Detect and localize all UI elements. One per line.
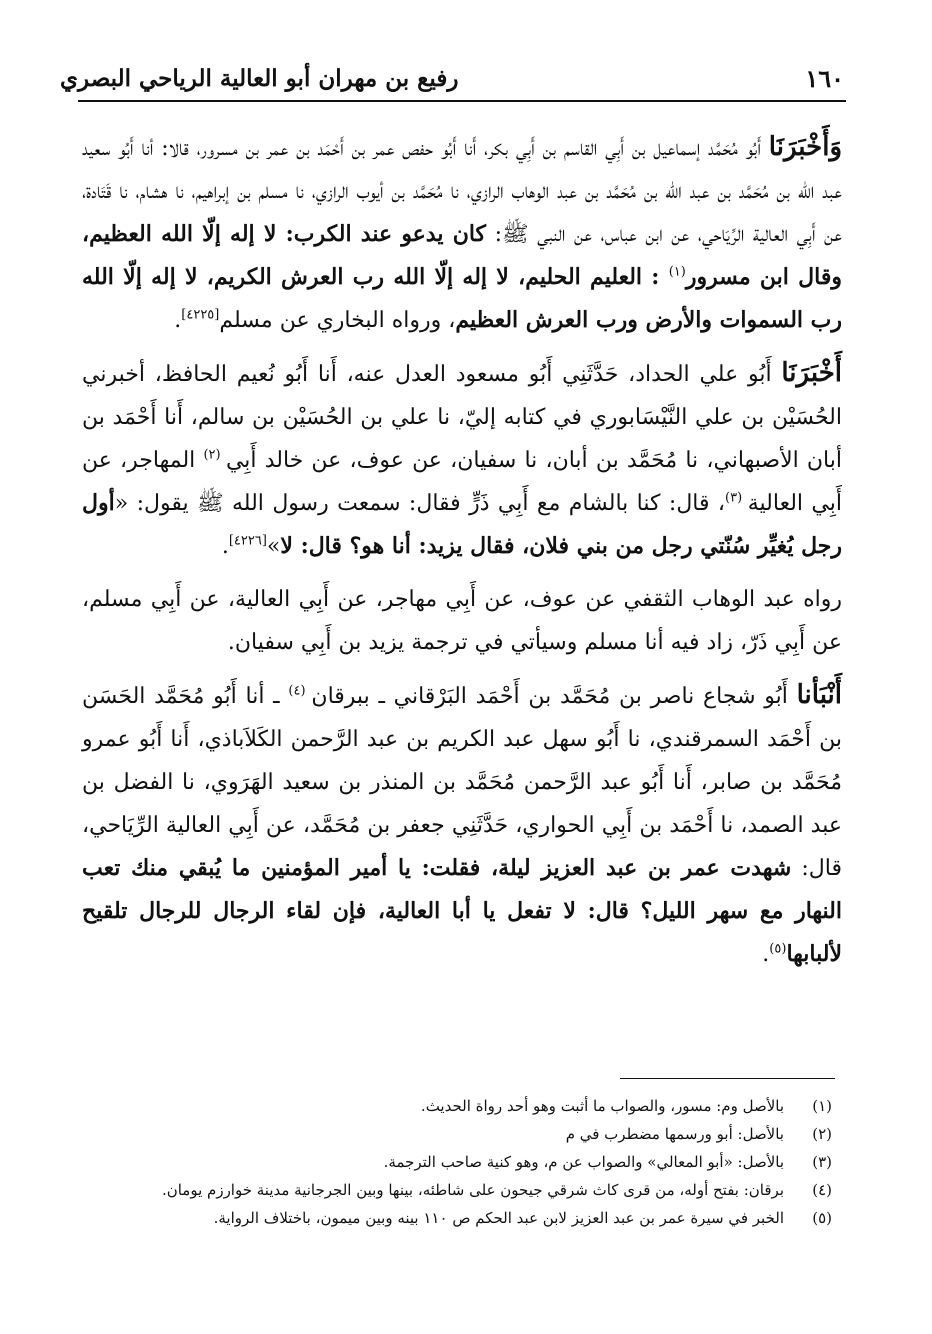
- footnote-number: (٤): [812, 1181, 832, 1199]
- isnad-text: ـ أنا أَبُو مُحَمَّد الحَسَن بن أَحْمَد السمرقندي، نا أَبُو سهل عبد الكريم بن عبد الرَّحمن الكَلاَباذي، أَنا أَبُو عمرو مُحَمَّد بن صابر، أَنا أَبُو عبد الرَّحمن مُحَمَّد بن المنذر بن سعيد الهَرَوي، نا الفضل بن عبد الصمد، نا أَحْمَد بن أَبِي الحواري، حَدَّثَنِي جعفر بن مُحَمَّد، عن أَبِي العالية الرِّيَاحي، قال:: [82, 684, 842, 881]
- footnote-number: (١): [812, 1097, 832, 1115]
- reference-marker: (١): [668, 264, 686, 280]
- footnote-number: (٢): [812, 1125, 832, 1143]
- hadith-text: : العليم الحليم، لا إله إلّا الله رب العرش الكريم، لا إله إلّا الله رب السموات والأرض ورب العرش العظيم: [82, 264, 842, 333]
- hadith-text: شهدت عمر بن عبد العزيز ليلة، فقلت: يا أمير المؤمنين ما يُبقي منك تعب النهار مع سهر الليل؟ قال: لا تفعل يا أبا العالية، فإن لقاء الرجال للرجال تلقيح لألبابها: [82, 855, 842, 967]
- paragraph-lead: أَخْبَرَنَا: [781, 358, 842, 388]
- reference-marker: (٣): [725, 490, 748, 506]
- header-rule: [78, 100, 846, 102]
- footnote: [100, 1176, 832, 1204]
- paragraph-lead: وَأَخْبَرَنَا: [768, 132, 842, 162]
- footnote-text: برقان: بفتح أوله، من قرى كاث شرقي جيحون على شاطئه، بينها وبين الجرجانية مدينة خوارزم يومان.: [161, 1181, 784, 1199]
- footnote: [100, 1148, 832, 1176]
- isnad-text: .: [174, 308, 182, 333]
- paragraph: [82, 578, 842, 664]
- footnotes: [100, 1092, 832, 1232]
- reference-marker: (٢): [203, 447, 226, 463]
- isnad-text: المهاجر، عن أَبِي العالية: [82, 448, 842, 516]
- footnote-number: (٥): [812, 1209, 832, 1227]
- isnad-text: .: [762, 942, 770, 967]
- footnote-text: بالأصل: «أبو المعالي» والصواب عن م، وهو كنية صاحب الترجمة.: [383, 1153, 784, 1171]
- footnote-rule: [620, 1078, 835, 1079]
- main-text: [82, 126, 842, 986]
- page-number: ١٦٠: [805, 63, 844, 93]
- reference-marker: [٤٢٢٥]: [181, 307, 220, 323]
- footnote-number: (٣): [812, 1153, 832, 1171]
- isnad-text: أَبُو مُحَمَّد إسماعيل بن أَبِي القاسم بن أَبِي بكر، أَنا أَبُو حفص عمر بن أَحْمَد بن عمر بن مسرور، قالا: أنا أَبُو سعيد عبد اللّه بن مُحَمَّد بن عبد اللّه بن مُحَمَّد بن عبد الوهاب الرازي، نا مُحَمَّد بن أيوب الرازي، نا مسلم بن إبراهيم، نا هشام، نا قَتَادة، عن أَبِي العالية الرِّيَاحي، عن ابن عباس، عن النبي ﷺ:: [82, 136, 842, 247]
- isnad-text: .: [221, 534, 229, 559]
- reference-marker: (٥): [769, 941, 787, 957]
- isnad-text: ، ورواه البخاري عن مسلم: [219, 308, 456, 333]
- isnad-text: »: [266, 534, 281, 559]
- footnote: [100, 1120, 832, 1148]
- paragraph: [82, 674, 842, 976]
- footnote: [100, 1092, 832, 1120]
- page-header: [60, 58, 844, 98]
- paragraph: [82, 352, 842, 568]
- footnote-text: الخبر في سيرة عمر بن عبد العزيز لابن عبد الحكم ص ١١٠ بينه وبين ميمون، باختلاف الرواية.: [213, 1209, 784, 1227]
- paragraph: [82, 126, 842, 342]
- footnote: [100, 1204, 832, 1232]
- footnote-text: بالأصل: أبو ورسمها مضطرب في م: [565, 1125, 784, 1143]
- reference-marker: [٤٢٢٦]: [228, 533, 267, 549]
- running-title: رفيع بن مهران أبو العالية الرياحي البصري: [60, 64, 459, 92]
- paragraph-lead: أَنْبَأنا: [796, 680, 842, 710]
- reference-marker: (٤): [288, 683, 312, 699]
- isnad-text: أَبُو علي الحداد، حَدَّثَنِي أَبُو مسعود العدل عنه، أَنا أَبُو نُعيم الحافظ، أخبرني الحُسَيْن بن علي النَّيْسَابوري في كتابه إليّ، نا علي بن الحُسَيْن بن سالم، أَنا أَحْمَد بن أبان الأصبهاني، نا مُحَمَّد بن أبان، نا سفيان، عن عوف، عن خالد أَبِي: [82, 362, 842, 473]
- isnad-text: أَبُو شجاع ناصر بن مُحَمَّد بن أَحْمَد البَرْقاني ـ ببرقان: [311, 684, 797, 709]
- isnad-text: رواه عبد الوهاب الثقفي عن عوف، عن أَبِي مهاجر، عن أَبِي العالية، عن أَبِي مسلم، عن أَبِي ذَرّ، زاد فيه أنا مسلم وسيأتي في ترجمة يزيد بن أَبِي سفيان.: [82, 587, 842, 655]
- isnad-text: ، قال: كنا بالشام مع أَبِي ذَرٍّ فقال: سمعت رسول الله ﷺ يقول: «: [114, 491, 726, 516]
- hadith-text: أول رجل يُغيِّر سُنّتي رجل من بني فلان، فقال يزيد: أنا هو؟ قال: لا: [82, 490, 842, 559]
- hadith-text: كان يدعو عند الكرب: لا إله إلّا الله العظيم، وقال ابن مسرور: [82, 221, 842, 290]
- footnote-text: بالأصل وم: مسور، والصواب ما أثبت وهو أحد رواة الحديث.: [420, 1097, 784, 1115]
